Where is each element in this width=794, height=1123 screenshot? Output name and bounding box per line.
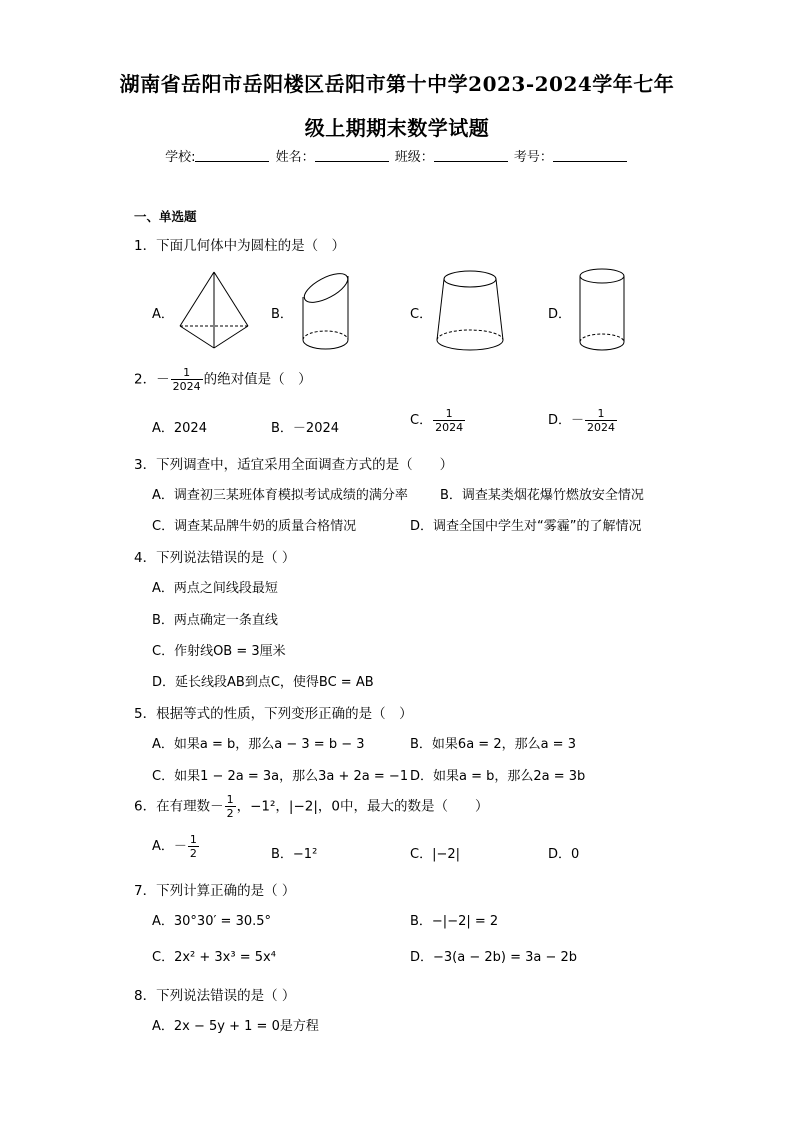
q5-option-d[interactable]: D．如果a = b，那么2a = 3b <box>410 769 586 784</box>
q5-stem: 5．根据等式的性质，下列变形正确的是（ ） <box>134 706 413 722</box>
q4-stem: 4．下列说法错误的是（ ） <box>134 550 296 566</box>
q2-option-c[interactable] <box>410 407 466 434</box>
q6-a-num: 1 <box>189 833 197 846</box>
q2-stem <box>134 366 312 393</box>
exam-no-blank[interactable] <box>553 149 627 162</box>
q6-fraction <box>225 793 236 820</box>
q3-stem: 3．下列调查中，适宜采用全面调查方式的是（ ） <box>134 457 454 473</box>
school-label: 学校: <box>165 150 196 165</box>
class-blank[interactable] <box>434 149 508 162</box>
q4-option-d[interactable]: D．延长线段AB到点C，使得BC = AB <box>152 675 374 690</box>
pyramid-figure <box>176 268 252 352</box>
q2-c-num: 1 <box>433 407 465 421</box>
slanted-cylinder-figure <box>298 264 354 354</box>
q2-frac-num: 1 <box>171 366 203 380</box>
q6-suffix: ，−1²，|−2|，0中，最大的数是（ ） <box>236 798 489 815</box>
page-title-line2: 级上期期末数学试题 <box>304 116 490 140</box>
q6-frac-den: 2 <box>226 807 234 820</box>
q6-option-b[interactable]: B．−1² <box>271 847 318 862</box>
frustum-figure <box>434 268 506 356</box>
page-title-line1: 湖南省岳阳市岳阳楼区岳阳市第十中学2023-2024学年七年 <box>119 72 675 96</box>
q2-frac-den: 2024 <box>172 380 201 393</box>
q2-option-d[interactable] <box>548 407 618 434</box>
q7-option-c[interactable]: C．2x² + 3x³ = 5x⁴ <box>152 950 276 965</box>
section-title: 一、单选题 <box>134 209 197 224</box>
q2-fraction <box>171 366 203 393</box>
q6-frac-num: 1 <box>226 793 234 806</box>
q4-option-c[interactable]: C．作射线OB = 3厘米 <box>152 644 286 659</box>
exam-no-label: 考号： <box>513 150 553 165</box>
q6-prefix: 6．在有理数－ <box>134 798 224 815</box>
q2-d-num: 1 <box>585 407 617 421</box>
q7-option-d[interactable]: D．−3(a − 2b) = 3a − 2b <box>410 950 578 965</box>
q8-option-a[interactable]: A．2x − 5y + 1 = 0是方程 <box>152 1019 319 1034</box>
q5-option-a[interactable]: A．如果a = b，那么a − 3 = b − 3 <box>152 737 365 752</box>
name-blank[interactable] <box>315 149 389 162</box>
q7-option-b[interactable]: B．−|−2| = 2 <box>410 914 499 929</box>
q1-option-b[interactable]: B． <box>271 307 293 322</box>
q2-option-a[interactable]: A．2024 <box>152 421 207 436</box>
q6-option-d[interactable]: D．0 <box>548 847 580 862</box>
q1-option-c[interactable]: C． <box>410 307 433 322</box>
cylinder-figure <box>576 266 628 356</box>
q1-option-a[interactable]: A． <box>152 307 174 322</box>
q2-c-label: C． <box>410 413 433 428</box>
q6-a-label: A．－ <box>152 839 187 854</box>
q4-option-b[interactable]: B．两点确定一条直线 <box>152 613 278 628</box>
class-label: 班级： <box>394 150 434 165</box>
q6-option-a[interactable] <box>152 833 200 860</box>
q7-option-a[interactable]: A．30°30′ = 30.5° <box>152 914 272 929</box>
q2-prefix: 2．－ <box>134 371 170 388</box>
q2-suffix: 的绝对值是（ ） <box>203 371 312 388</box>
q8-stem: 8．下列说法错误的是（ ） <box>134 988 296 1004</box>
q2-option-b[interactable]: B．－2024 <box>271 421 340 436</box>
name-label: 姓名： <box>275 150 315 165</box>
q3-option-b[interactable]: B．调查某类烟花爆竹燃放安全情况 <box>440 488 644 503</box>
q3-option-c[interactable]: C．调查某品牌牛奶的质量合格情况 <box>152 519 357 534</box>
q3-option-a[interactable]: A．调查初三某班体育模拟考试成绩的满分率 <box>152 488 408 503</box>
school-blank[interactable] <box>195 149 269 162</box>
q5-option-b[interactable]: B．如果6a = 2，那么a = 3 <box>410 737 576 752</box>
q6-stem <box>134 793 489 820</box>
q2-c-fraction <box>433 407 465 434</box>
q1-stem: 1．下面几何体中为圆柱的是（ ） <box>134 238 346 254</box>
q2-c-den: 2024 <box>435 421 464 434</box>
q3-option-d[interactable]: D．调查全国中学生对“雾霾”的了解情况 <box>410 519 642 534</box>
q6-option-c[interactable]: C．|−2| <box>410 847 461 862</box>
q5-option-c[interactable]: C．如果1 − 2a = 3a，那么3a + 2a = −1 <box>152 769 409 784</box>
q6-a-den: 2 <box>189 847 197 860</box>
q1-option-d[interactable]: D． <box>548 307 572 322</box>
q2-d-den: 2024 <box>587 421 616 434</box>
q7-stem: 7．下列计算正确的是（ ） <box>134 883 296 899</box>
q4-option-a[interactable]: A．两点之间线段最短 <box>152 581 278 596</box>
student-info-line <box>0 146 794 165</box>
q2-d-label: D．－ <box>548 413 585 428</box>
q2-d-fraction <box>585 407 617 434</box>
q6-a-fraction <box>188 833 199 860</box>
